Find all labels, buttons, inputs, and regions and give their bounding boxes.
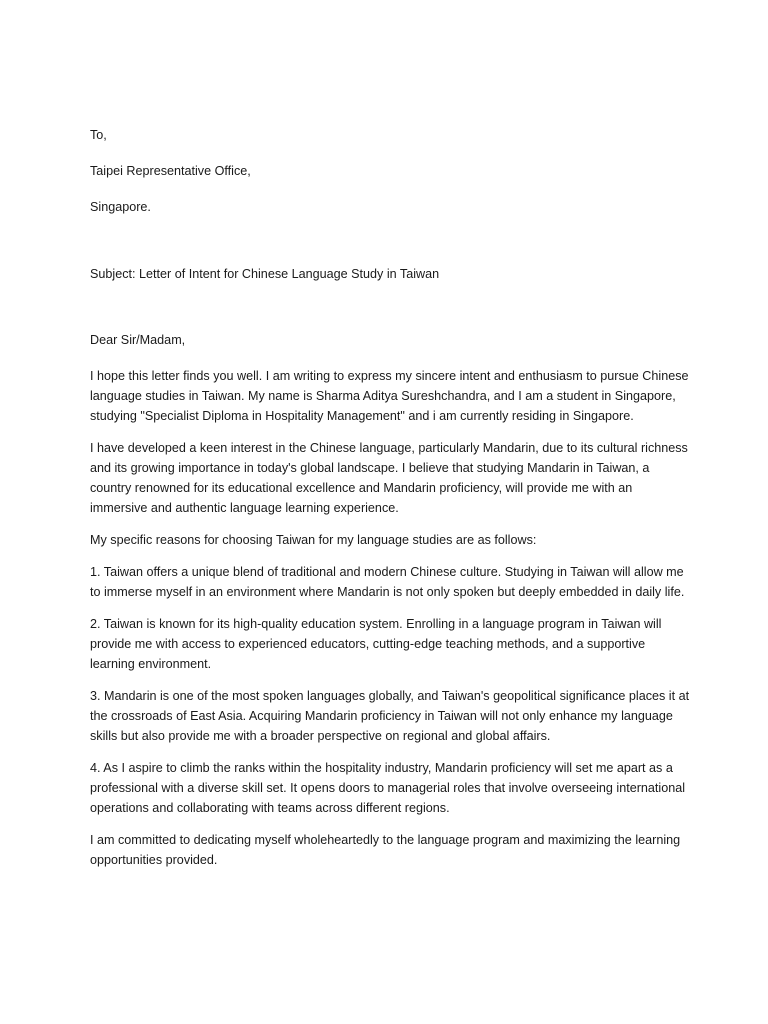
- salutation: Dear Sir/Madam,: [90, 333, 186, 347]
- recipient-office: Taipei Representative Office,: [90, 164, 251, 178]
- reason-item-3: 3. Mandarin is one of the most spoken languages globally, and Taiwan's geopolitical significance places it at the crossroads of East Asia. Acquiring Mandarin proficiency in Taiwan will not only enhance my language skills but also provide me with a broader perspective on regional and global affairs.: [90, 689, 690, 743]
- letter-body: [90, 125, 690, 882]
- intro-paragraph: I hope this letter finds you well. I am writing to express my sincere intent and enthusiasm to pursue Chinese language studies in Taiwan. My name is Sharma Aditya Sureshchandra, and I am a student in Singapore, studying "Specialist Diploma in Hospitality Management" and i am currently residing in Singapore.: [90, 369, 689, 423]
- reasons-intro-paragraph: My specific reasons for choosing Taiwan for my language studies are as follows:: [90, 533, 537, 547]
- subject-line: Subject: Letter of Intent for Chinese Language Study in Taiwan: [90, 267, 440, 281]
- reason-item-4: 4. As I aspire to climb the ranks within the hospitality industry, Mandarin proficiency will set me apart as a professional with a diverse skill set. It opens doors to managerial roles that involve overseeing international operations and collaborating with teams across different regions.: [90, 761, 686, 815]
- closing-paragraph: I am committed to dedicating myself wholeheartedly to the language program and maximizing the learning opportunities provided.: [90, 833, 681, 867]
- recipient-city: Singapore.: [90, 200, 151, 214]
- reason-item-2: 2. Taiwan is known for its high-quality education system. Enrolling in a language program in Taiwan will provide me with access to experienced educators, cutting-edge teaching methods, and a supportive learning environment.: [90, 617, 662, 671]
- to-line: To,: [90, 128, 107, 142]
- reason-item-1: 1. Taiwan offers a unique blend of traditional and modern Chinese culture. Studying in Taiwan will allow me to immerse myself in an environment where Mandarin is not only spoken but deeply embedded in daily life.: [90, 565, 685, 599]
- interest-paragraph: I have developed a keen interest in the Chinese language, particularly Mandarin, due to its cultural richness and its growing importance in today's global landscape. I believe that studying Mandarin in Taiwan, a country renowned for its educational excellence and Mandarin proficiency, will provide me with an immersive and authentic language learning experience.: [90, 441, 688, 515]
